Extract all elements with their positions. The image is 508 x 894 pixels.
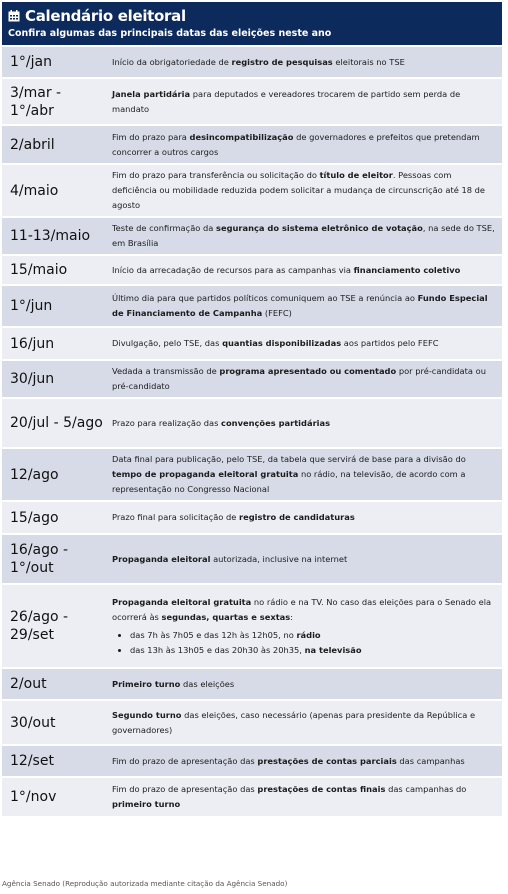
text-fragment: . Pessoas com deficiência ou mobilidade reduzida podem solicitar a mudança de circunscrição até 18 de agosto — [112, 170, 486, 210]
emphasis-text: prestações de contas parciais — [257, 755, 397, 766]
calendar-icon — [8, 10, 20, 22]
text-fragment: das eleições, caso necessário (apenas para presidente da República e governadores) — [112, 709, 476, 735]
table-row — [2, 399, 502, 449]
text-fragment: Teste de confirmação da — [112, 223, 216, 233]
event-description — [104, 263, 502, 278]
table-row — [2, 286, 502, 328]
text-fragment: Prazo para realização das — [112, 417, 222, 428]
event-description — [104, 336, 502, 351]
text-fragment: para deputados e vereadores trocarem de partido sem perda de mandato — [112, 88, 461, 114]
emphasis-text: programa apresentado ou comentado — [219, 366, 397, 376]
table-row — [2, 328, 502, 361]
emphasis-text: primeiro turno — [112, 799, 181, 809]
text-fragment: das 13h às 13h05 e das 20h30 às 20h35, — [130, 644, 305, 655]
emphasis-text: prestações de contas finais — [257, 784, 386, 794]
event-date: 1°/jan — [10, 54, 52, 70]
text-fragment: por pré-candidata ou pré-candidato — [112, 366, 486, 391]
text-fragment: Início da arrecadação de recursos para as campanhas via — [112, 264, 354, 275]
list-item — [130, 643, 496, 658]
event-description — [104, 452, 502, 497]
event-description — [104, 677, 502, 692]
text-fragment: de governadores e prefeitos que pretendam concorrer a outros cargos — [112, 131, 480, 157]
event-date: 1°/jun — [10, 298, 53, 314]
text-fragment: , na sede do TSE, em Brasília — [112, 223, 495, 248]
text-fragment: no rádio, na televisão, de acordo com a representação no Congresso Nacional — [112, 469, 466, 494]
event-description — [104, 291, 502, 321]
text-fragment: das campanhas do — [385, 784, 467, 794]
event-date: 11-13/maio — [10, 228, 91, 244]
event-description — [104, 754, 502, 769]
table-row — [2, 669, 502, 701]
emphasis-text: Primeiro turno — [112, 678, 181, 689]
event-date: 15/maio — [10, 262, 68, 278]
text-fragment: autorizada, inclusive na internet — [210, 553, 348, 564]
event-date: 2/abril — [10, 136, 55, 153]
table-row — [2, 746, 502, 778]
event-description — [104, 87, 502, 117]
emphasis-text: Janela partidária — [112, 88, 191, 99]
event-description — [104, 552, 502, 567]
event-description — [104, 595, 502, 658]
election-calendar — [2, 2, 502, 818]
table-row — [2, 449, 502, 502]
emphasis-text: segundas, quartas e sextas — [161, 611, 291, 622]
list-item — [130, 628, 496, 643]
event-description — [104, 130, 502, 160]
page-title: Calendário eleitoral — [25, 6, 186, 25]
table-row — [2, 79, 502, 126]
text-fragment: : — [290, 611, 293, 622]
emphasis-text: financiamento coletivo — [353, 264, 461, 275]
event-date: 4/maio — [10, 182, 59, 199]
table-row — [2, 218, 502, 256]
emphasis-text: quantias disponibilizadas — [222, 338, 342, 348]
source-credit: Agência Senado (Reprodução autorizada mediante citação da Agência Senado) — [2, 879, 288, 888]
table-row — [2, 585, 502, 669]
event-description — [104, 168, 502, 213]
calendar-table — [2, 47, 502, 818]
event-description — [104, 221, 502, 251]
text-fragment: Fim do prazo para — [112, 131, 190, 142]
emphasis-text: Fundo Especial de Financiamento de Campanha — [112, 293, 488, 318]
event-date: 15/ago — [10, 509, 59, 526]
text-fragment: das 7h às 7h05 e das 12h às 12h05, no — [130, 629, 297, 640]
table-row — [2, 535, 502, 585]
event-description — [104, 510, 502, 525]
table-row — [2, 47, 502, 79]
emphasis-text: Propaganda eleitoral gratuita — [112, 596, 252, 607]
text-fragment: Prazo final para solicitação de — [112, 512, 239, 522]
text-fragment: eleitorais no TSE — [332, 56, 405, 67]
emphasis-text: desincompatibilização — [189, 131, 294, 142]
event-date: 2/out — [10, 676, 47, 692]
emphasis-text: título de eleitor — [319, 170, 393, 180]
page-subtitle: Confira algumas das principais datas das eleições neste ano — [8, 28, 332, 39]
text-fragment: Último dia para que partidos políticos comuniquem ao TSE a renúncia ao — [112, 293, 418, 303]
event-date: 12/set — [10, 753, 54, 769]
event-date: 26/ago - 29/set — [10, 609, 69, 643]
emphasis-text: tempo de propaganda eleitoral gratuita — [112, 469, 299, 479]
text-fragment: (FEFC) — [262, 308, 292, 318]
table-row — [2, 778, 502, 818]
text-fragment: no rádio e na TV. No caso das eleições para o Senado ela ocorrerá às — [112, 596, 492, 622]
event-date: 16/ago - 1°/out — [10, 542, 69, 576]
event-date: 16/jun — [10, 335, 55, 352]
emphasis-text: rádio — [296, 629, 321, 640]
event-date: 30/jun — [10, 371, 55, 387]
text-fragment: Data final para publicação, pelo TSE, da tabela que servirá de base para a divisão do — [112, 454, 466, 464]
event-description — [104, 364, 502, 394]
event-date: 1°/nov — [10, 789, 57, 805]
table-row — [2, 126, 502, 165]
table-row — [2, 361, 502, 399]
text-fragment: Fim do prazo de apresentação das — [112, 755, 258, 766]
event-description — [104, 416, 502, 431]
emphasis-text: registro de candidaturas — [239, 512, 355, 522]
header — [2, 2, 502, 45]
schedule-list — [112, 628, 496, 658]
text-fragment: Divulgação, pelo TSE, das — [112, 338, 223, 348]
event-description — [104, 55, 502, 70]
text-fragment: aos partidos pelo FEFC — [341, 338, 439, 348]
event-date: 12/ago — [10, 466, 59, 483]
text-fragment: Fim do prazo de apresentação das — [112, 784, 258, 794]
event-description — [104, 708, 502, 738]
text-fragment: Fim do prazo para transferência ou solicitação do — [112, 170, 320, 180]
event-description — [104, 782, 502, 812]
emphasis-text: Propaganda eleitoral — [112, 553, 211, 564]
text-fragment: das campanhas — [396, 755, 465, 766]
text-fragment: Início da obrigatoriedade de — [112, 56, 232, 67]
event-date: 3/mar - 1°/abr — [10, 84, 62, 119]
table-row — [2, 701, 502, 746]
table-row — [2, 165, 502, 218]
text-fragment: Vedada a transmissão de — [112, 366, 220, 376]
emphasis-text: segurança do sistema eletrônico de votação — [216, 223, 423, 233]
table-row — [2, 256, 502, 286]
event-date: 30/out — [10, 714, 56, 731]
table-row — [2, 502, 502, 535]
text-fragment: das eleições — [180, 678, 235, 689]
emphasis-text: na televisão — [304, 644, 362, 655]
title-row — [8, 6, 496, 25]
emphasis-text: registro de pesquisas — [231, 56, 333, 67]
emphasis-text: Segundo turno — [112, 709, 182, 720]
event-date: 20/jul - 5/ago — [10, 415, 103, 431]
emphasis-text: convenções partidárias — [221, 417, 331, 428]
